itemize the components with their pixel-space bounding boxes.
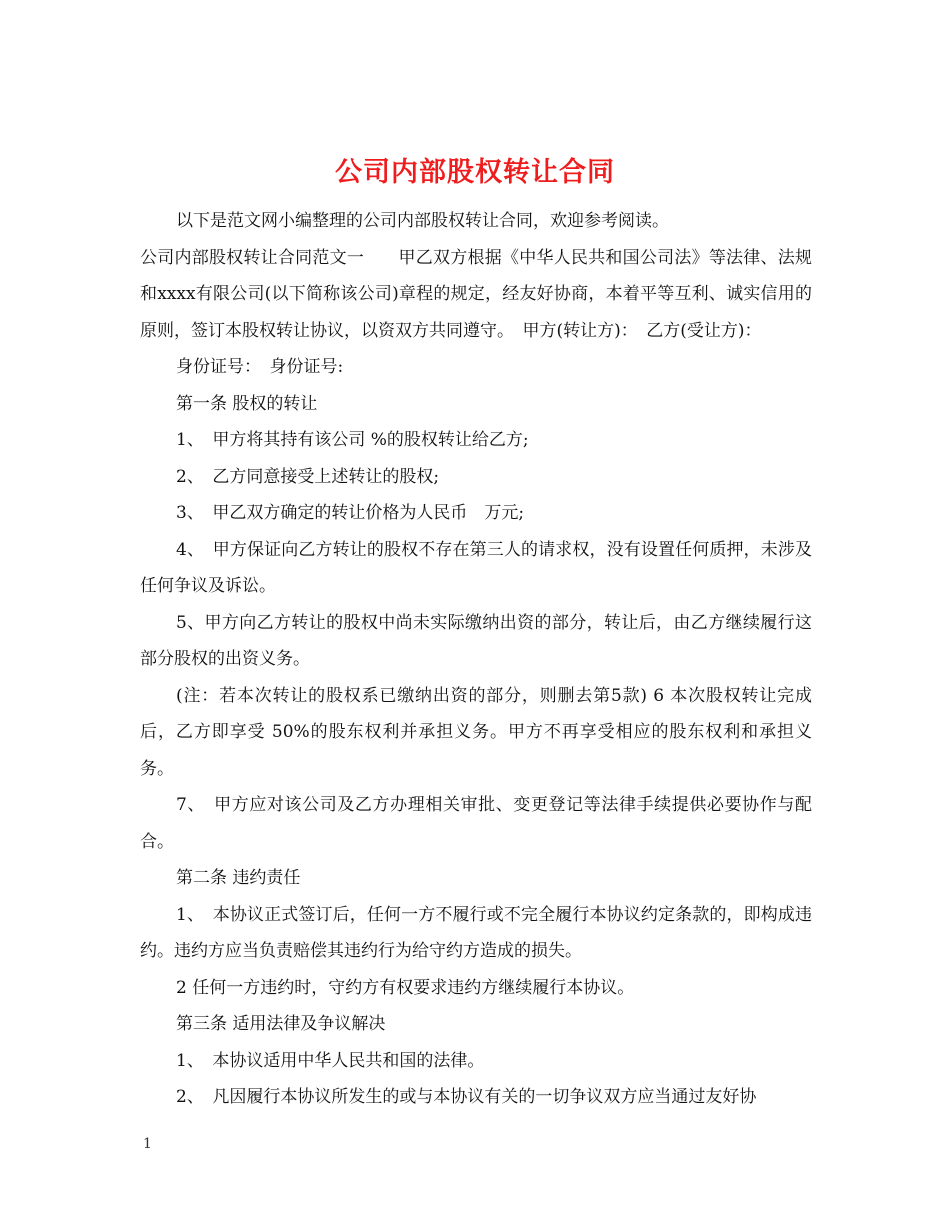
document-title: 公司内部股权转让合同 xyxy=(335,157,615,189)
document-body xyxy=(140,203,812,1116)
body-paragraph: 1、 甲方将其持有该公司 %的股权转让给乙方; xyxy=(176,430,529,450)
body-paragraph: 身份证号： 身份证号: xyxy=(176,357,344,377)
body-paragraph: 4、 甲方保证向乙方转让的股权不存在第三人的请求权，没有设置任何质押，未涉及任何争议及诉讼。 xyxy=(140,539,812,596)
body-paragraph: 7、 甲方应对该公司及乙方办理相关审批、变更登记等法律手续提供必要协作与配合。 xyxy=(140,795,812,852)
body-paragraph: 第三条 适用法律及争议解决 xyxy=(176,1014,386,1034)
body-paragraph: 公司内部股权转让合同范文一 甲乙双方根据《中华人民共和国公司法》等法律、法规和xxxx有限公司(以下简称该公司)章程的规定，经友好协商，本着平等互利、诚实信用的原则，签订本股权转让协议，以资双方共同遵守。 甲方(转让方)： 乙方(受让方)： xyxy=(140,247,812,341)
body-paragraph: 3、 甲乙双方确定的转让价格为人民币 万元; xyxy=(176,503,525,523)
body-paragraph: 以下是范文网小编整理的公司内部股权转让合同，欢迎参考阅读。 xyxy=(176,211,669,231)
body-paragraph: 第二条 违约责任 xyxy=(176,868,301,888)
body-paragraph: 2 任何一方违约时，守约方有权要求违约方继续履行本协议。 xyxy=(176,977,635,998)
body-paragraph: 2、 乙方同意接受上述转让的股权; xyxy=(176,466,440,487)
page-number: 1 xyxy=(143,1136,152,1152)
body-paragraph: 1、 本协议适用中华人民共和国的法律。 xyxy=(176,1050,485,1071)
body-paragraph: 2、 凡因履行本协议所发生的或与本协议有关的一切争议双方应当通过友好协 xyxy=(176,1087,757,1107)
body-paragraph: (注：若本次转让的股权系已缴纳出资的部分，则删去第5款) 6 本次股权转让完成后，乙方即享受 50%的股东权利并承担义务。甲方不再享受相应的股东权利和承担义务。 xyxy=(140,685,812,779)
body-paragraph: 1、 本协议正式签订后，任何一方不履行或不完全履行本协议约定条款的，即构成违约。违约方应当负责赔偿其违约行为给守约方造成的损失。 xyxy=(140,904,812,961)
body-paragraph: 5、甲方向乙方转让的股权中尚未实际缴纳出资的部分，转让后，由乙方继续履行这部分股权的出资义务。 xyxy=(140,612,812,669)
body-paragraph: 第一条 股权的转让 xyxy=(176,393,318,414)
